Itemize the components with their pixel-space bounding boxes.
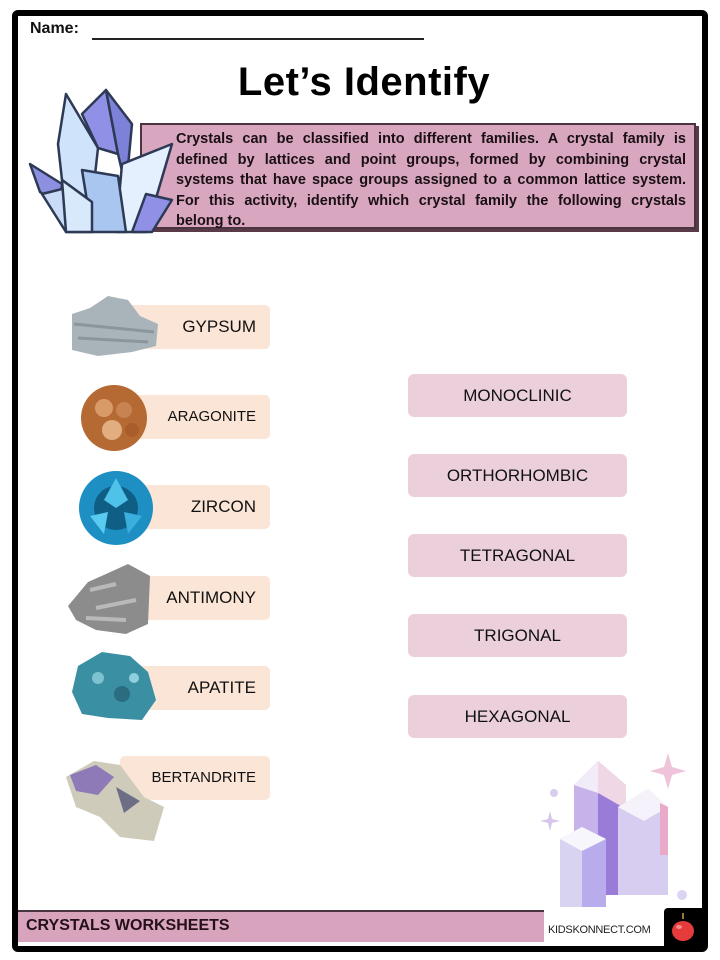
zircon-gem-image bbox=[78, 470, 154, 546]
mineral-label: BERTANDRITE bbox=[151, 769, 256, 786]
brand-link[interactable]: KIDSKONNECT.COM bbox=[548, 924, 651, 936]
bertandrite-rock-image bbox=[64, 757, 168, 843]
mineral-label: ZIRCON bbox=[190, 497, 256, 516]
footer-title-bar bbox=[18, 910, 544, 942]
gypsum-rock-image bbox=[68, 294, 162, 358]
family-tetragonal[interactable]: TETRAGONAL bbox=[408, 534, 627, 577]
apple-icon bbox=[664, 908, 702, 946]
mineral-label: ARAGONITE bbox=[167, 408, 256, 425]
family-orthorhombic[interactable]: ORTHORHOMBIC bbox=[408, 454, 627, 497]
family-monoclinic[interactable]: MONOCLINIC bbox=[408, 374, 627, 417]
apatite-rock-image bbox=[68, 648, 158, 724]
footer-title: CRYSTALS WORKSHEETS bbox=[26, 917, 230, 934]
blue-crystal-cluster-icon bbox=[22, 84, 178, 234]
mineral-label: ANTIMONY bbox=[166, 588, 256, 607]
intro-text: Crystals can be classified into different families. A crystal family is defined by lattices and point groups, formed by combining crystal systems that have space groups assigned to a common lattice system. For this activity, identify which crystal family the following crystals belong to. bbox=[140, 123, 696, 229]
family-hexagonal[interactable]: HEXAGONAL bbox=[408, 695, 627, 738]
aragonite-cluster-image bbox=[76, 380, 152, 456]
name-label: Name: bbox=[30, 20, 79, 37]
antimony-rock-image bbox=[66, 560, 152, 638]
apple-logo-box bbox=[664, 908, 702, 946]
family-trigonal[interactable]: TRIGONAL bbox=[408, 614, 627, 657]
page-title: Let’s Identify bbox=[237, 60, 491, 104]
name-input-line[interactable] bbox=[92, 38, 424, 40]
mineral-label: APATITE bbox=[187, 678, 256, 697]
purple-crystals-icon bbox=[540, 745, 700, 915]
mineral-label: GYPSUM bbox=[182, 317, 256, 336]
